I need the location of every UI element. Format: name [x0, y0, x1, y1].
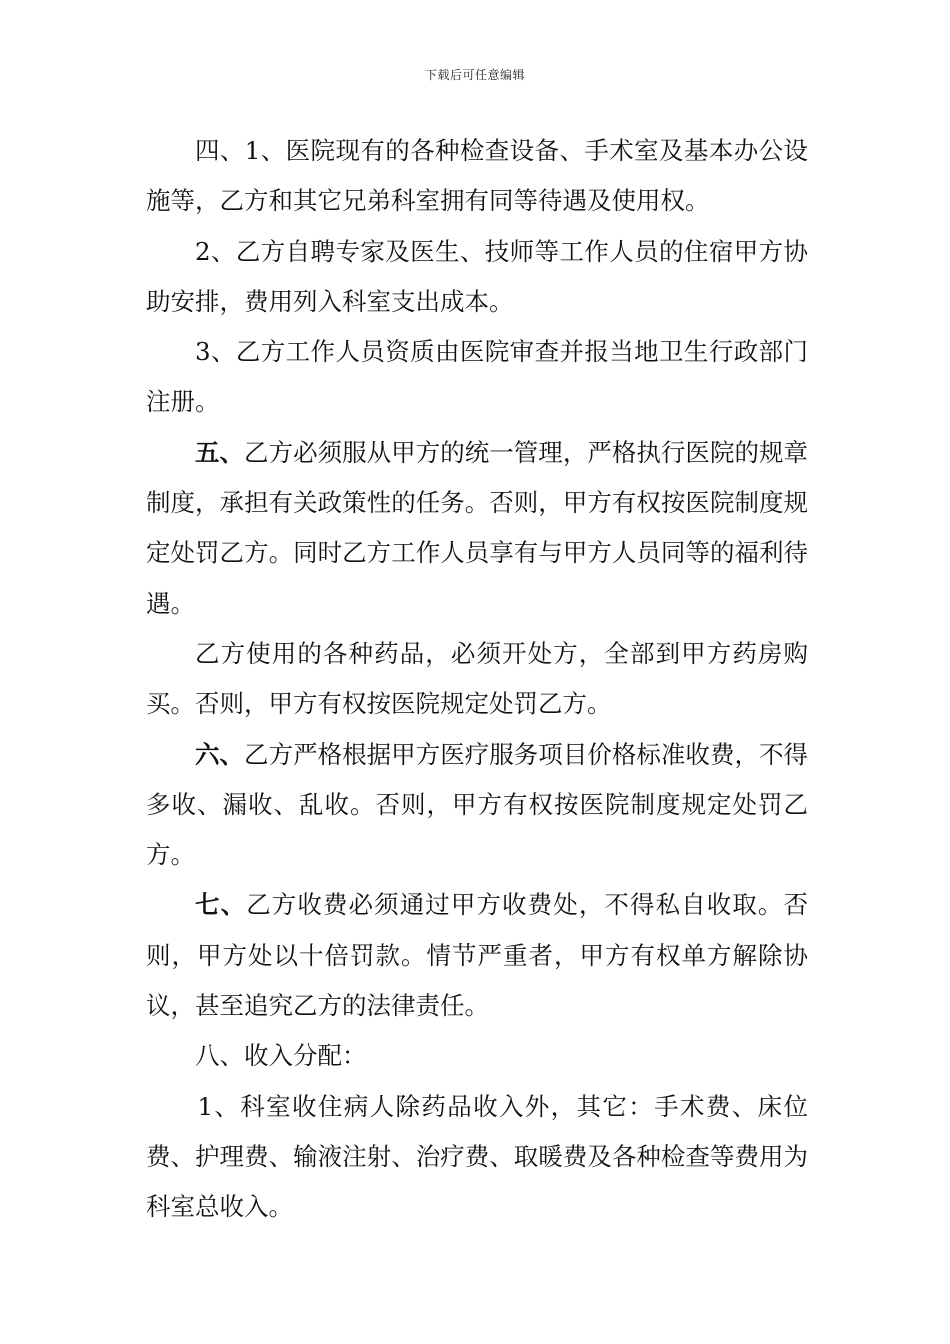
- paragraph-text: 乙方严格根据甲方医疗服务项目价格标准收费，不得多收、漏收、乱收。否则，甲方有权按医院制度规定处罚乙方。: [146, 739, 809, 870]
- paragraph-text: 四、1、医院现有的各种检查设备、手术室及基本办公设施等，乙方和其它兄弟科室拥有同等待遇及使用权。: [146, 136, 808, 216]
- page-header: 下载后可任意编辑: [424, 68, 525, 82]
- paragraph-8: [146, 1031, 808, 1081]
- document-body: [146, 126, 808, 1233]
- paragraph-7: [146, 880, 808, 1031]
- paragraph-text: 乙方收费必须通过甲方收费处，不得私自收取。否则，甲方处以十倍罚款。情节严重者，甲方有权单方解除协议，甚至追究乙方的法律责任。: [146, 890, 809, 1021]
- paragraph-text: 1、科室收住病人除药品收入外，其它：手术费、床位费、护理费、输液注射、治疗费、取暖费及各种检查等费用为科室总收入。: [146, 1091, 808, 1222]
- paragraph-text: 3、乙方工作人员资质由医院审查并报当地卫生行政部门注册。: [146, 337, 808, 417]
- paragraph-4-3: [146, 327, 808, 428]
- paragraph-4-1: [146, 126, 808, 227]
- paragraph-lead: 六、: [195, 739, 245, 769]
- paragraph-4-2: [146, 227, 808, 328]
- paragraph-lead: 七、: [195, 890, 247, 920]
- paragraph-text: 2、乙方自聘专家及医生、技师等工作人员的住宿甲方协助安排，费用列入科室支出成本。: [146, 236, 808, 316]
- paragraph-6: [146, 730, 808, 881]
- paragraph-text: 乙方必须服从甲方的统一管理，严格执行医院的规章制度，承担有关政策性的任务。否则，甲方有权按医院制度规定处罚乙方。同时乙方工作人员享有与甲方人员同等的福利待遇。: [146, 437, 809, 618]
- paragraph-lead: 五、: [195, 437, 245, 467]
- paragraph-8-1: [146, 1082, 808, 1233]
- paragraph-5-drugs: [146, 629, 808, 730]
- paragraph-5: [146, 428, 808, 629]
- paragraph-text: 乙方使用的各种药品，必须开处方，全部到甲方药房购买。否则，甲方有权按医院规定处罚乙方。: [146, 638, 808, 719]
- paragraph-text: 八、收入分配：: [195, 1041, 367, 1071]
